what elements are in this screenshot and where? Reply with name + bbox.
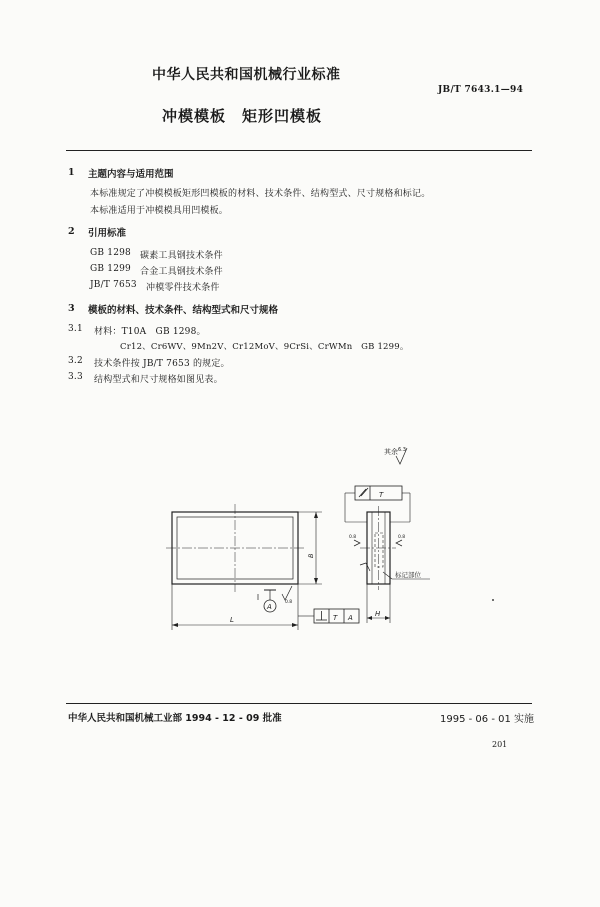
side-roughness-marks [354, 540, 402, 571]
clause-text: Cr12、Cr6WV、9Mn2V、Cr12MoV、9CrSi、CrWMn GB 1299。 [120, 342, 409, 352]
roughness-value: 0.8 [349, 535, 357, 540]
plate-front-view [166, 504, 306, 592]
reference-name: 碳素工具钢技术条件 [140, 251, 223, 261]
bottom-fcf-datum: A [348, 614, 353, 622]
datum-a-label: A [267, 603, 272, 611]
clause-number: 3.2 [68, 356, 83, 366]
clause-text: 材料：T10A GB 1298。 [94, 327, 206, 337]
section-1-number: 1 [68, 167, 75, 178]
reference-code: JB/T 7653 [90, 280, 137, 290]
footer-divider [66, 703, 532, 704]
approval-info: 中华人民共和国机械工业部 1994 - 12 - 09 批准 [68, 713, 282, 724]
top-fcf-value: T [379, 491, 384, 499]
section-1-paragraph-2: 本标准适用于冲模模具用凹模板。 [90, 206, 229, 216]
section-2-number: 2 [68, 226, 75, 237]
bottom-fcf-value: T [333, 614, 338, 622]
reference-code: GB 1299 [90, 264, 131, 274]
mark-position-label: 标记部位 [395, 571, 421, 579]
section-3-title: 模板的材料、技术条件、结构型式和尺寸规格 [88, 305, 279, 316]
reference-code: GB 1298 [90, 248, 131, 258]
clause-text: 结构型式和尺寸规格如图见表。 [94, 375, 223, 385]
clause-number: 3.1 [68, 324, 83, 334]
reference-name: 合金工具钢技术条件 [140, 267, 223, 277]
dimension-l-label: L [230, 616, 234, 624]
dimension-h-label: H [375, 610, 381, 618]
standard-number: JB/T 7643.1—94 [438, 85, 524, 95]
section-3-number: 3 [68, 303, 75, 314]
clause-text: 技术条件按 JB/T 7653 的规定。 [94, 359, 230, 369]
top-feature-control-frame [345, 486, 410, 522]
dimension-b-label: B [307, 553, 315, 558]
reference-name: 冲模零件技术条件 [146, 283, 220, 293]
org-standard-title: 中华人民共和国机械行业标准 [152, 67, 341, 83]
rest-roughness-label: 其余 [384, 448, 398, 456]
plate-side-view [360, 506, 396, 590]
clause-number: 3.3 [68, 372, 83, 382]
roughness-value: 0.8 [398, 535, 406, 540]
section-1-title: 主题内容与适用范围 [88, 169, 174, 180]
implementation-date: 1995 - 06 - 01 实施 [440, 714, 535, 725]
document-title: 冲模模板 矩形凹模板 [162, 107, 323, 125]
roughness-value: 0.8 [285, 600, 293, 605]
section-2-title: 引用标准 [88, 228, 127, 239]
roughness-mark-front [282, 586, 292, 600]
scan-speck [492, 599, 494, 601]
page-number: 201 [492, 740, 508, 749]
rest-roughness-value: 6.3 [398, 447, 406, 453]
section-1-paragraph-1: 本标准规定了冲模模板矩形凹模板的材料、技术条件、结构型式、尺寸规格和标记。 [90, 189, 431, 199]
